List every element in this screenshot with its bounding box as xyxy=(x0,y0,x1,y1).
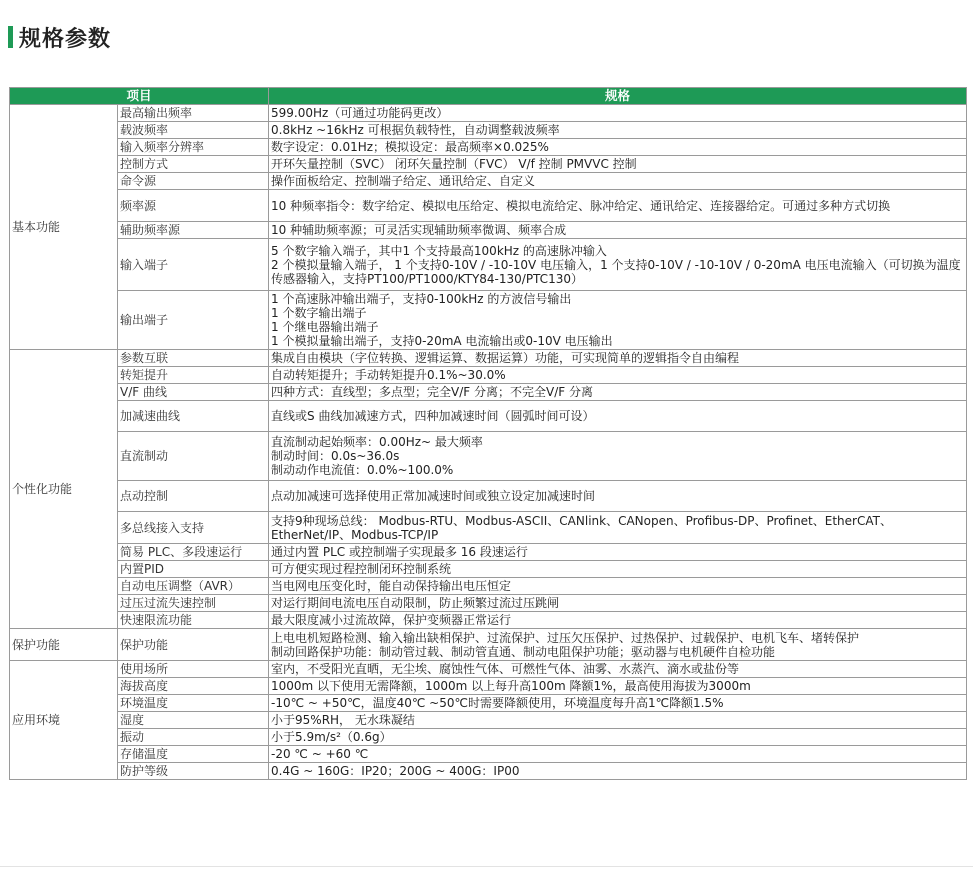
spec-line: 1 个高速脉冲输出端子，支持0-100kHz 的方波信号输出 xyxy=(271,292,572,306)
spec-line: 1 个继电器输出端子 xyxy=(271,320,379,334)
item-cell: 转矩提升 xyxy=(118,367,269,384)
category-cell: 应用环境 xyxy=(10,661,118,780)
spec-cell xyxy=(269,695,967,712)
spec-line: 小于5.9m/s²（0.6g） xyxy=(271,730,392,744)
table-row xyxy=(10,384,967,401)
spec-cell xyxy=(269,173,967,190)
spec-cell xyxy=(269,384,967,401)
spec-line: 0.8kHz ~16kHz 可根据负载特性，自动调整载波频率 xyxy=(271,123,560,137)
spec-line: 0.4G ~ 160G：IP20；200G ~ 400G：IP00 xyxy=(271,764,520,778)
table-row xyxy=(10,173,967,190)
spec-cell xyxy=(269,612,967,629)
spec-cell xyxy=(269,105,967,122)
table-row xyxy=(10,612,967,629)
spec-line: 点动加减速可选择使用正常加减速时间或独立设定加减速时间 xyxy=(271,489,596,503)
item-cell: V/F 曲线 xyxy=(118,384,269,401)
item-cell: 湿度 xyxy=(118,712,269,729)
item-cell: 海拔高度 xyxy=(118,678,269,695)
spec-line: 室内，不受阳光直晒，无尘埃、腐蚀性气体、可燃性气体、油雾、水蒸汽、滴水或盐份等 xyxy=(271,662,740,676)
spec-cell xyxy=(269,729,967,746)
table-row xyxy=(10,350,967,367)
page-title-text: 规格参数 xyxy=(19,26,112,52)
table-header-row xyxy=(10,88,967,105)
item-cell: 控制方式 xyxy=(118,156,269,173)
spec-line: 操作面板给定、控制端子给定、通讯给定、自定义 xyxy=(271,174,536,188)
spec-cell xyxy=(269,712,967,729)
spec-line: -20 ℃ ~ +60 ℃ xyxy=(271,747,369,761)
table-row xyxy=(10,512,967,544)
spec-line: 5 个数字输入端子，其中1 个支持最高100kHz 的高速脉冲输入 xyxy=(271,243,607,258)
spec-cell xyxy=(269,595,967,612)
table-row xyxy=(10,481,967,512)
item-cell: 快速限流功能 xyxy=(118,612,269,629)
spec-cell xyxy=(269,401,967,432)
table-row xyxy=(10,746,967,763)
spec-cell xyxy=(269,746,967,763)
bottom-divider xyxy=(0,866,973,867)
item-cell: 防护等级 xyxy=(118,763,269,780)
item-cell: 输入频率分辨率 xyxy=(118,139,269,156)
spec-cell xyxy=(269,763,967,780)
spec-line: 集成自由模块（字位转换、逻辑运算、数据运算）功能，可实现简单的逻辑指令自由编程 xyxy=(271,351,740,365)
page-title xyxy=(8,22,111,52)
spec-cell xyxy=(269,544,967,561)
table-row xyxy=(10,729,967,746)
item-cell: 多总线接入支持 xyxy=(118,512,269,544)
spec-line: 制动回路保护功能：制动管过载、制动管直通、制动电阻保护功能；驱动器与电机硬件自检功能 xyxy=(271,644,776,659)
spec-cell xyxy=(269,678,967,695)
spec-cell xyxy=(269,432,967,481)
spec-line: 1 个数字输出端子 xyxy=(271,306,367,320)
table-row xyxy=(10,595,967,612)
header-item: 项目 xyxy=(10,88,269,105)
spec-line: 自动转矩提升；手动转矩提升0.1%~30.0% xyxy=(271,368,506,382)
spec-line: 可方便实现过程控制闭环控制系统 xyxy=(271,562,452,576)
spec-line: 599.00Hz（可通过功能码更改） xyxy=(271,106,449,120)
spec-cell xyxy=(269,561,967,578)
table-row xyxy=(10,544,967,561)
spec-cell xyxy=(269,350,967,367)
spec-cell xyxy=(269,139,967,156)
spec-line: 小于95%RH， 无水珠凝结 xyxy=(271,713,415,727)
category-cell: 保护功能 xyxy=(10,629,118,661)
spec-cell xyxy=(269,512,967,544)
item-cell: 直流制动 xyxy=(118,432,269,481)
table-row xyxy=(10,122,967,139)
spec-line: 对运行期间电流电压自动限制，防止频繁过流过压跳闸 xyxy=(271,596,560,610)
table-row xyxy=(10,432,967,481)
table-row xyxy=(10,105,967,122)
table-row xyxy=(10,401,967,432)
category-cell: 个性化功能 xyxy=(10,350,118,629)
spec-line: 10 种频率指令：数字给定、模拟电压给定、模拟电流给定、脉冲给定、通讯给定、连接器给定。可通过多种方式切换 xyxy=(271,198,891,213)
header-spec: 规格 xyxy=(269,88,967,105)
spec-line: 直线或S 曲线加减速方式，四种加减速时间（圆弧时间可设） xyxy=(271,409,595,423)
table-row xyxy=(10,629,967,661)
spec-cell xyxy=(269,481,967,512)
item-cell: 环境温度 xyxy=(118,695,269,712)
table-row xyxy=(10,239,967,291)
spec-line: 1000m 以下使用无需降额，1000m 以上每升高100m 降额1%，最高使用海拔为3000m xyxy=(271,679,751,693)
spec-line: 10 种辅助频率源；可灵活实现辅助频率微调、频率合成 xyxy=(271,223,567,237)
table-row xyxy=(10,678,967,695)
spec-cell xyxy=(269,122,967,139)
spec-cell xyxy=(269,629,967,661)
spec-cell xyxy=(269,661,967,678)
spec-cell xyxy=(269,578,967,595)
spec-table-body xyxy=(10,105,967,780)
spec-line: 2 个模拟量输入端子， 1 个支持0-10V / -10-10V 电压输入，1 个支持0-10V / -10-10V / 0-20mA 电压电流输入（可切换为温度传感器输入，支持PT100/PT1000/KTY84-130/PTC130） xyxy=(271,257,961,286)
table-row xyxy=(10,695,967,712)
item-cell: 简易 PLC、多段速运行 xyxy=(118,544,269,561)
item-cell: 频率源 xyxy=(118,190,269,222)
table-row xyxy=(10,291,967,350)
item-cell: 过压过流失速控制 xyxy=(118,595,269,612)
item-cell: 点动控制 xyxy=(118,481,269,512)
spec-line: 上电电机短路检测、输入输出缺相保护、过流保护、过压欠压保护、过热保护、过载保护、电机飞车、堵转保护 xyxy=(271,630,860,645)
item-cell: 输入端子 xyxy=(118,239,269,291)
spec-line: 最大限度减小过流故障，保护变频器正常运行 xyxy=(271,613,512,627)
item-cell: 存储温度 xyxy=(118,746,269,763)
table-row xyxy=(10,578,967,595)
spec-cell xyxy=(269,222,967,239)
table-row xyxy=(10,222,967,239)
spec-cell xyxy=(269,291,967,350)
spec-line: 数字设定：0.01Hz；模拟设定：最高频率×0.025% xyxy=(271,140,549,154)
item-cell: 加减速曲线 xyxy=(118,401,269,432)
title-accent-bar xyxy=(8,26,13,48)
spec-line: 支持9种现场总线： Modbus-RTU、Modbus-ASCII、CANlink、CANopen、Profibus-DP、Profinet、EtherCAT、EtherNet/IP、Modbus-TCP/IP xyxy=(271,513,892,542)
spec-line: 当电网电压变化时，能自动保持输出电压恒定 xyxy=(271,579,512,593)
spec-line: 制动时间：0.0s~36.0s xyxy=(271,449,400,463)
spec-line: 通过内置 PLC 或控制端子实现最多 16 段速运行 xyxy=(271,545,528,559)
category-cell: 基本功能 xyxy=(10,105,118,350)
spec-line: -10℃ ~ +50℃，温度40℃ ~50℃时需要降额使用，环境温度每升高1℃降额1.5% xyxy=(271,696,724,710)
table-row xyxy=(10,190,967,222)
table-row xyxy=(10,561,967,578)
spec-cell xyxy=(269,367,967,384)
item-cell: 内置PID xyxy=(118,561,269,578)
item-cell: 保护功能 xyxy=(118,629,269,661)
spec-cell xyxy=(269,156,967,173)
spec-line: 开环矢量控制（SVC） 闭环矢量控制（FVC） V/f 控制 PMVVC 控制 xyxy=(271,157,637,171)
spec-line: 直流制动起始频率：0.00Hz~ 最大频率 xyxy=(271,435,483,449)
table-row xyxy=(10,712,967,729)
item-cell: 辅助频率源 xyxy=(118,222,269,239)
spec-line: 四种方式：直线型；多点型；完全V/F 分离；不完全V/F 分离 xyxy=(271,385,593,399)
item-cell: 自动电压调整（AVR） xyxy=(118,578,269,595)
item-cell: 振动 xyxy=(118,729,269,746)
table-row xyxy=(10,367,967,384)
item-cell: 输出端子 xyxy=(118,291,269,350)
spec-cell xyxy=(269,239,967,291)
item-cell: 载波频率 xyxy=(118,122,269,139)
item-cell: 使用场所 xyxy=(118,661,269,678)
table-row xyxy=(10,661,967,678)
item-cell: 命令源 xyxy=(118,173,269,190)
table-row xyxy=(10,763,967,780)
spec-line: 1 个模拟量输出端子，支持0-20mA 电流输出或0-10V 电压输出 xyxy=(271,334,613,348)
table-row xyxy=(10,139,967,156)
spec-cell xyxy=(269,190,967,222)
spec-line: 制动动作电流值：0.0%~100.0% xyxy=(271,463,454,477)
table-row xyxy=(10,156,967,173)
item-cell: 最高输出频率 xyxy=(118,105,269,122)
item-cell: 参数互联 xyxy=(118,350,269,367)
spec-table xyxy=(9,87,967,780)
